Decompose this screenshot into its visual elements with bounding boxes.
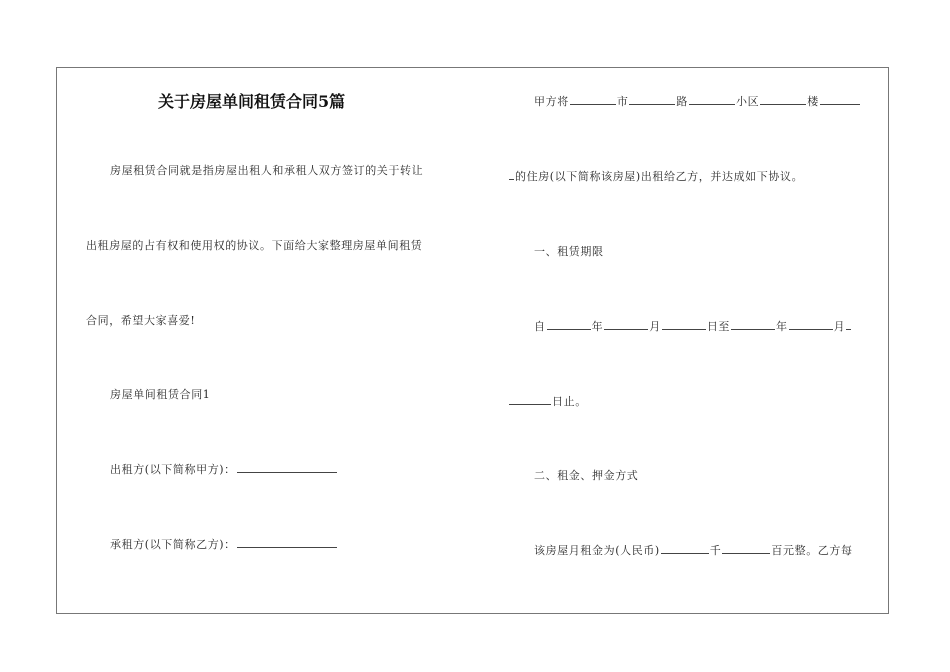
blank-rent-hundreds (722, 542, 770, 554)
premises-text-e: 楼 (807, 95, 819, 108)
lessee-label: 承租方(以下简称乙方)： (110, 538, 236, 551)
lessor-line (110, 461, 338, 477)
period-text-d: 日至 (706, 320, 731, 333)
intro-line-2: 出租房屋的占有权和使用权的协议。下面给大家整理房屋单间租赁 (86, 239, 423, 252)
rent-text-a: 该房屋月租金为(人民币) (534, 544, 660, 557)
premises-line-1 (534, 93, 861, 109)
period-line-2 (508, 393, 587, 409)
rent-text-b: 千 (709, 544, 722, 557)
blank-unit (820, 93, 860, 105)
rent-text-c: 百元整。乙方每 (771, 544, 853, 557)
blank-end-month (789, 318, 833, 330)
blank-start-year (547, 318, 591, 330)
blank-road (629, 93, 675, 105)
blank-estate (689, 93, 735, 105)
rent-line (534, 542, 853, 558)
blank-start-day (662, 318, 706, 330)
blank-end-day (846, 318, 851, 330)
period-text-e: 年 (776, 320, 788, 333)
blank-end-year (731, 318, 775, 330)
blank-start-month (604, 318, 648, 330)
premises-text-c: 路 (676, 95, 689, 108)
premises-text-a: 甲方将 (534, 95, 569, 108)
premises-text-d: 小区 (736, 95, 760, 108)
blank-city (570, 93, 616, 105)
blank-end-day-cont (509, 393, 551, 405)
blank-building (760, 93, 806, 105)
premises-text-2: 的住房(以下简称该房屋)出租给乙方，并达成如下协议。 (515, 170, 804, 183)
premises-text-b: 市 (616, 95, 629, 108)
premises-line-2 (508, 168, 803, 184)
lessee-line (110, 536, 338, 552)
period-line-1 (534, 318, 852, 334)
blank-unit-cont (509, 168, 514, 180)
period-text-f: 月 (833, 320, 846, 333)
lessor-label: 出租方(以下简称甲方)： (110, 463, 236, 476)
section-2-heading: 二、租金、押金方式 (534, 469, 639, 482)
document-page (56, 67, 889, 614)
period-text-c: 月 (649, 320, 661, 333)
lessee-blank (237, 536, 337, 548)
period-text-2: 日止。 (552, 395, 587, 408)
document-title: 关于房屋单间租赁合同5篇 (158, 92, 346, 111)
contract-heading: 房屋单间租赁合同1 (110, 388, 211, 401)
blank-rent-thousands (661, 542, 709, 554)
intro-line-1: 房屋租赁合同就是指房屋出租人和承租人双方签订的关于转让 (110, 164, 424, 177)
intro-line-3: 合同，希望大家喜爱! (86, 314, 196, 327)
section-1-heading: 一、租赁期限 (534, 245, 604, 258)
period-text-b: 年 (591, 320, 604, 333)
lessor-blank (237, 461, 337, 473)
period-text-a: 自 (534, 320, 546, 333)
